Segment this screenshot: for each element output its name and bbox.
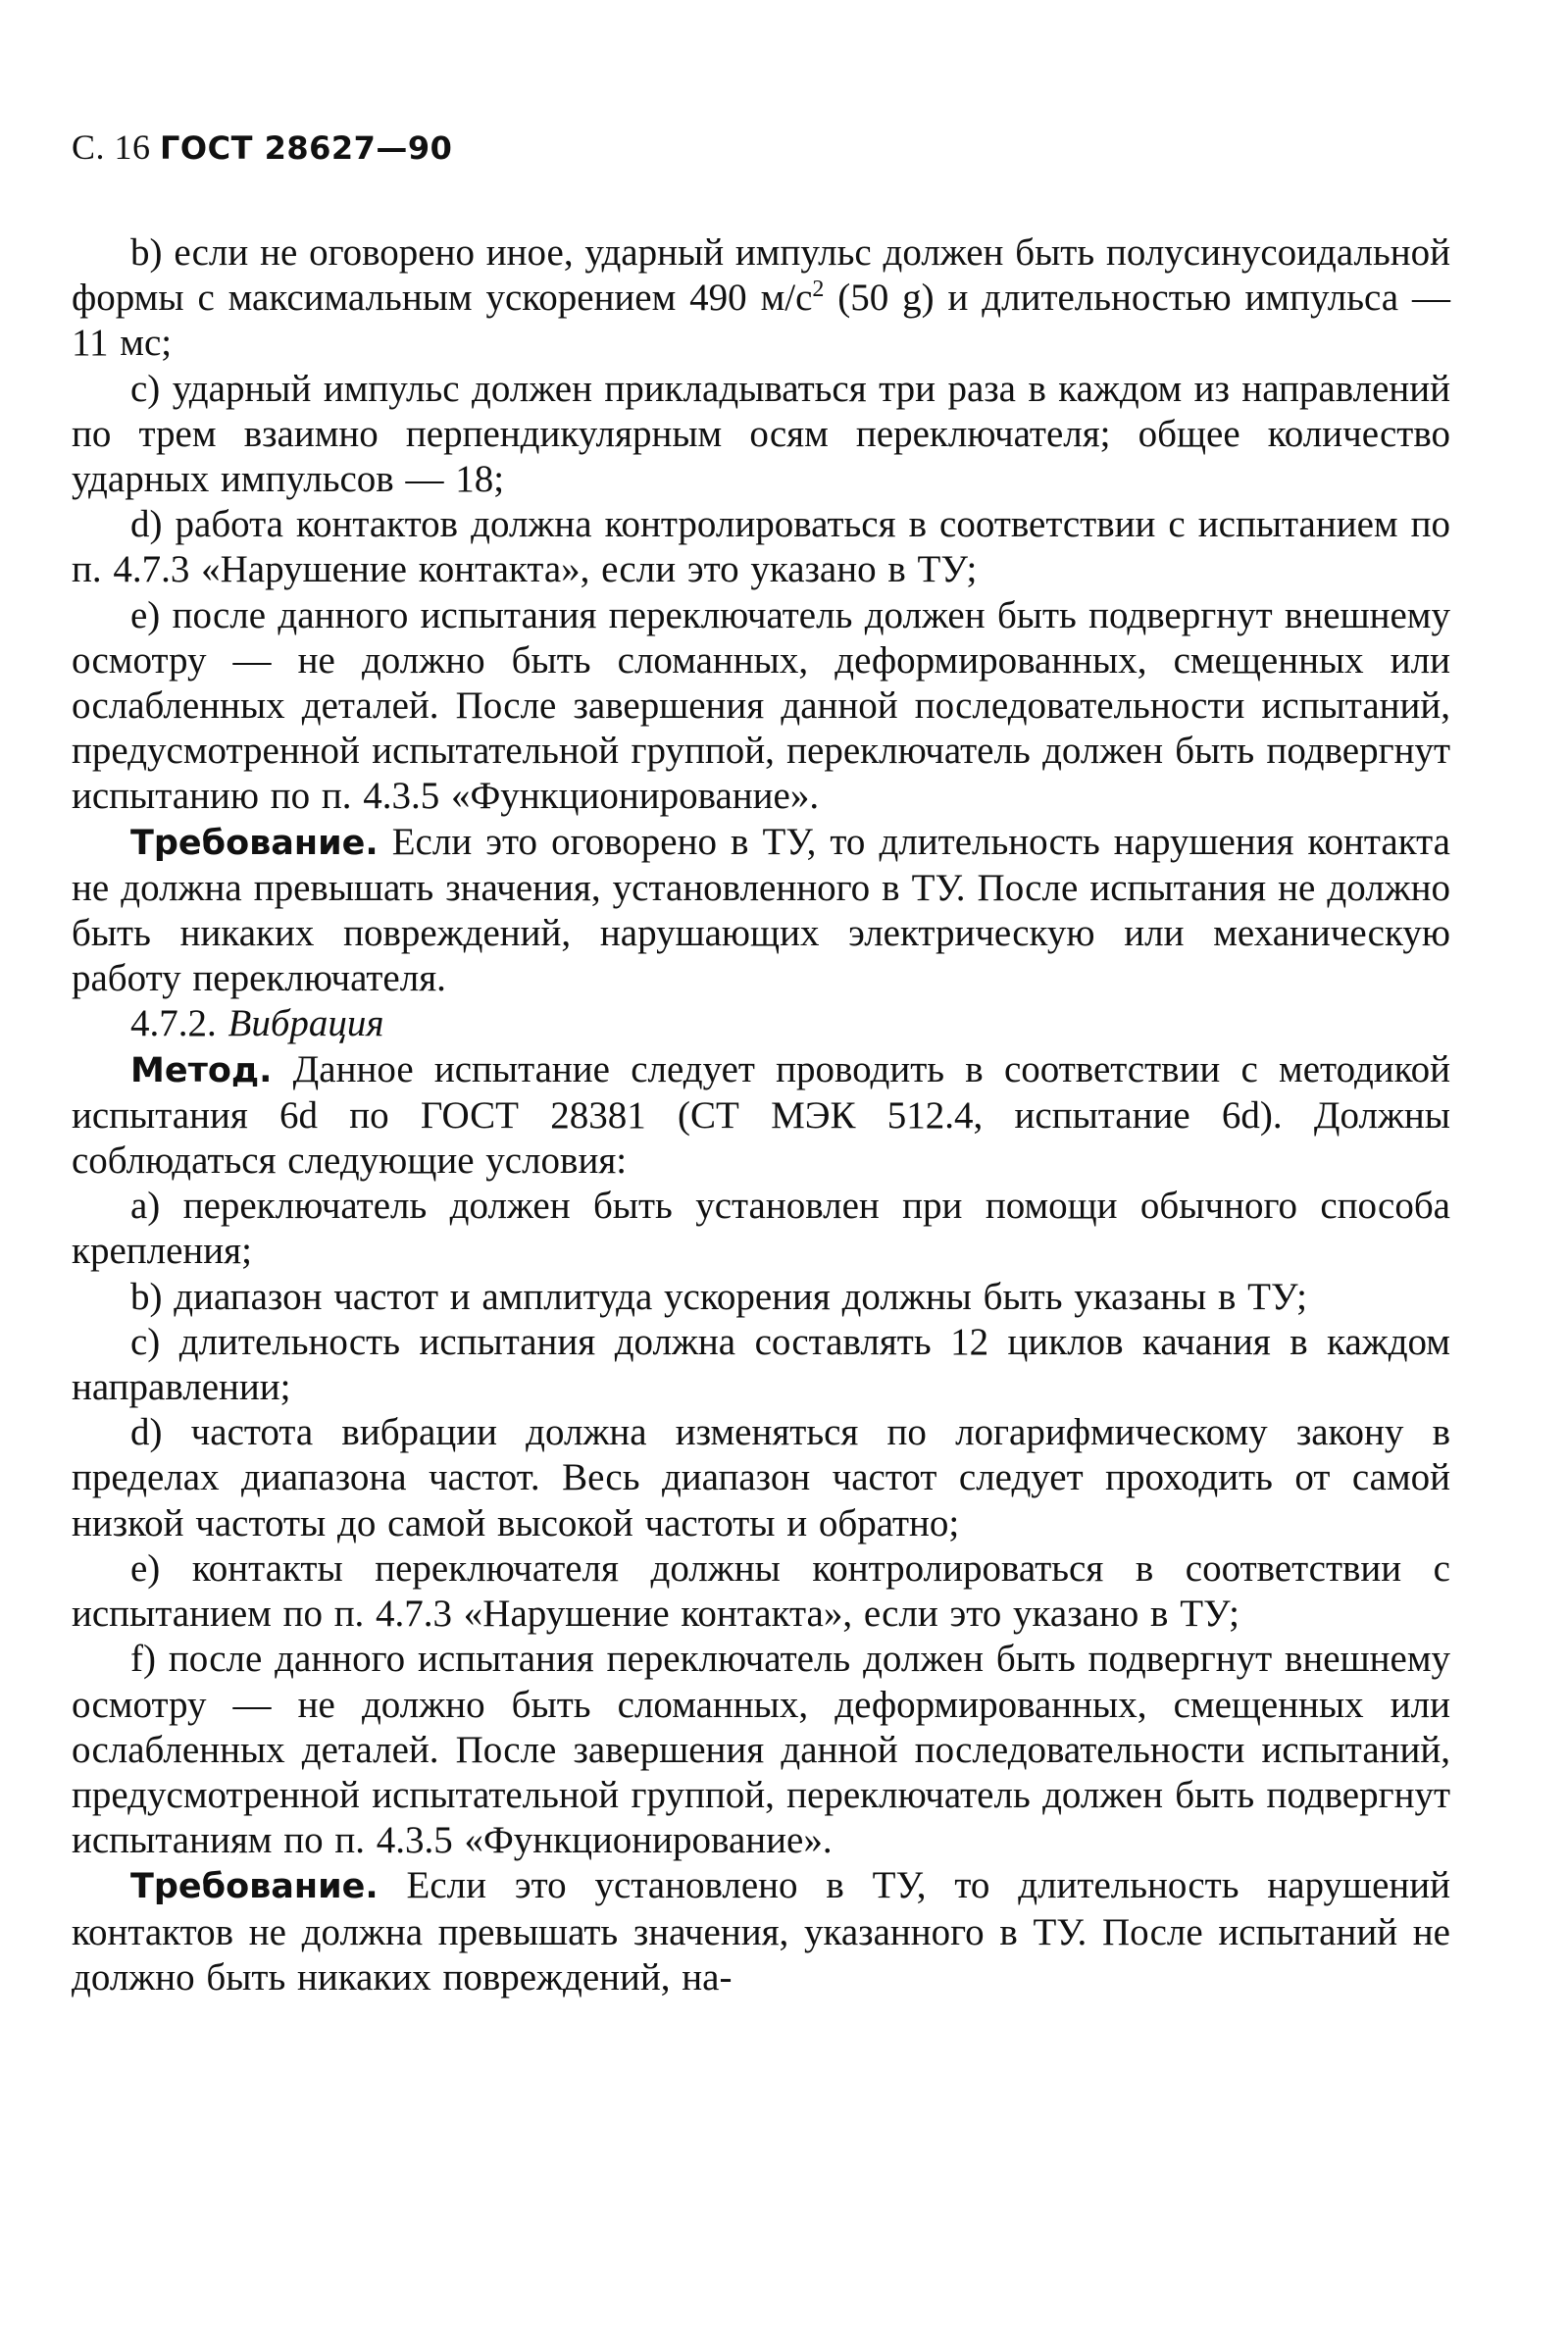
section-title: Вибрация — [228, 1002, 384, 1045]
body-text — [72, 230, 1450, 2000]
requirement-label: Требование. — [130, 1867, 379, 1907]
section-number: 4.7.2. — [130, 1002, 217, 1045]
requirement-paragraph-1: Требование. Если это оговорено в ТУ, то длительность нарушения контакта не должна превышать значения, установленного в ТУ. После испытания не должно быть никаких повреждений, нарушающих электрическую или механическую работу переключателя. — [72, 820, 1450, 1000]
shock-item-d: d) работа контактов должна контролироваться в соответствии с испытанием по п. 4.7.3 «Нарушение контакта», если это указано в ТУ; — [72, 503, 1450, 591]
shock-item-e: e) после данного испытания переключатель должен быть подвергнут внешнему осмотру — не должно быть сломанных, деформированных, смещенных или ослабленных деталей. После завершения данной последовательности испытаний, предусмотренной испытательной группой, переключатель должен быть подвергнут испытанию по п. 4.3.5 «Функционирование». — [72, 593, 1450, 818]
shock-item-c: c) ударный импульс должен прикладываться три раза в каждом из направлений по трем взаимно перпендикулярным осям переключателя; общее количество ударных импульсов — 18; — [72, 367, 1450, 501]
page-header — [72, 126, 1450, 170]
superscript: 2 — [812, 277, 825, 303]
vibration-item-e: e) контакты переключателя должны контролироваться в соответствии с испытанием по п. 4.7.3 «Нарушение контакта», если это указано в ТУ; — [72, 1546, 1450, 1636]
section-heading — [72, 1001, 1450, 1046]
page-number: С. 16 — [72, 127, 151, 167]
vibration-item-a: a) переключатель должен быть установлен при помощи обычного способа крепления; — [72, 1185, 1450, 1273]
requirement-paragraph-2: Требование. Если это установлено в ТУ, то длительность нарушений контактов не должна превышать значения, указанного в ТУ. После испытаний не должно быть никаких повреждений, на- — [72, 1864, 1450, 1999]
standard-code: ГОСТ 28627—90 — [160, 129, 453, 167]
requirement-label: Требование. — [130, 823, 379, 863]
shock-item-b: b) если не оговорено иное, ударный импульс должен быть полусинусоидальной формы с максимальным ускорением 490 $м/с^2$ (50 g) и длительностью импульса — 11 мс; — [72, 231, 1450, 365]
method-paragraph: Метод. Данное испытание следует проводить в соответствии с методикой испытания 6d по ГОСТ 28381 (СТ МЭК 512.4, испытание 6d). Должны соблюдаться следующие условия: — [72, 1047, 1450, 1183]
vibration-item-b: b) диапазон частот и амплитуда ускорения должны быть указаны в ТУ; — [130, 1275, 1307, 1318]
vibration-item-d: d) частота вибрации должна изменяться по логарифмическому закону в пределах диапазона частот. Весь диапазон частот следует проходить от самой низкой частоты до самой высокой частоты и обратно; — [72, 1411, 1450, 1544]
vibration-item-f: f) после данного испытания переключатель должен быть подвергнут внешнему осмотру — не должно быть сломанных, деформированных, смещенных или ослабленных деталей. После завершения данной последовательности испытаний, предусмотренной испытательной группой, переключатель должен быть подвергнут испытаниям по п. 4.3.5 «Функционирование». — [72, 1638, 1450, 1862]
vibration-item-c: c) длительность испытания должна составлять 12 циклов качания в каждом направлении; — [72, 1320, 1450, 1409]
method-label: Метод. — [130, 1050, 273, 1090]
